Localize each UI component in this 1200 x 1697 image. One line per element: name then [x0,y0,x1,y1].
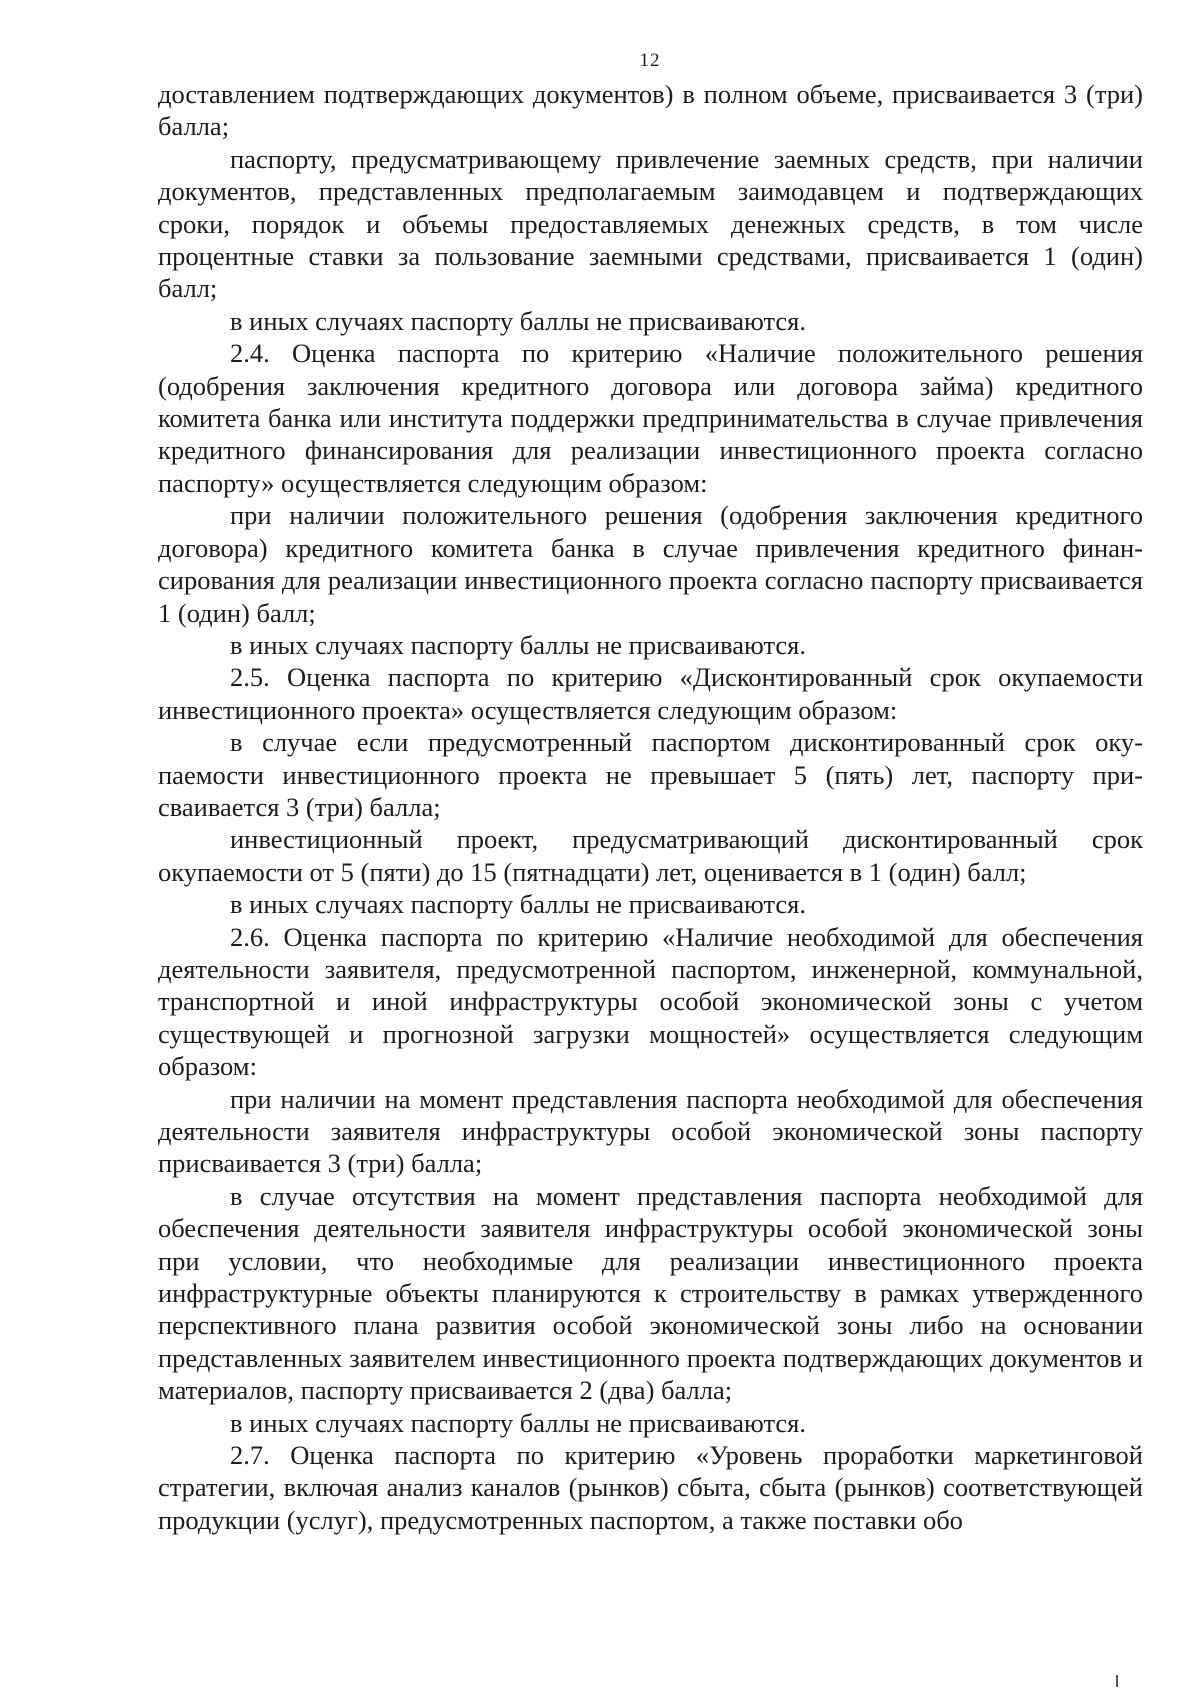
document-body [158,78,1143,1536]
section-2-5-paragraph: 2.5. Оценка паспорта по критерию «Дисконтированный срок окупаемости инвестиционного проекта» осуществляется следующим образом: [158,662,1143,725]
paragraph: в случае если предусмотренный паспортом дисконтированный срок окупаемости инвестиционного проекта не превышает 5 (пять) лет, паспорту присваивается 3 (три) балла; [158,727,1143,822]
page-number: 12 [639,50,661,71]
section-2-7-paragraph: 2.7. Оценка паспорта по критерию «Уровень проработки маркетинговой стратегии, включая анализ каналов (рынков) сбыта, сбыта (рынков) соответствующей продукции (услуг), предусмотренных паспортом, а также поставки обо [158,1440,1143,1535]
paragraph: в случае отсутствия на момент представления паспорта необходимой для обеспечения деятельности заявителя инфраструктуры особой экономической зоны при условии, что необходимые для реализации инвестиционного проекта инфраструктурные объекты планируются к строительству в рамках утвержденного перспективного плана развития особой экономической зоны либо на основании представленных заявителем инвестиционного проекта подтверждающих документов и материалов, паспорту присваивается 2 (два) балла; [158,1180,1143,1406]
scan-mark [1116,1675,1118,1687]
section-2-4-paragraph: 2.4. Оценка паспорта по критерию «Наличие положительного решения (одобрения заключения кредитного договора или договора займа) кредитного комитета банка или института поддержки предпринимательства в случае привлечения кредитного финансирования для реализации инвестиционного проекта согласно паспорту» осуществляется следующим образом: [158,338,1143,498]
paragraph: инвестиционный проект, предусматривающий дисконтированный срок окупаемости от 5 (пяти) до 15 (пятнадцати) лет, оценивается в 1 (один) балл; [158,824,1143,887]
paragraph: в иных случаях паспорту баллы не присваиваются. [230,305,806,336]
paragraph: доставлением подтверждающих документов) в полном объеме, присваивается 3 (три) балла; [158,79,1143,142]
paragraph: в иных случаях паспорту баллы не присваиваются. [230,629,806,660]
paragraph: в иных случаях паспорту баллы не присваиваются. [230,1407,806,1438]
paragraph: паспорту, предусматривающему привлечение заемных средств, при наличии документов, представленных предполагаемым заимодавцем и подтверждающих сроки, порядок и объемы предоставляемых денежных средств, в том числе процентные ставки за пользование заемными средствами, присваивается 1 (один) балл; [158,143,1143,304]
paragraph: при наличии на момент представления паспорта необходимой для обеспечения деятельности заявителя инфраструктуры особой экономической зоны паспорту присваивается 3 (три) балла; [158,1083,1143,1179]
section-2-6-paragraph: 2.6. Оценка паспорта по критерию «Наличие необходимой для обеспечения деятельности заявителя, предусмотренной паспортом, инженерной, коммунальной, транспортной и иной инфраструктуры особой экономической зоны с учетом существующей и прогнозной загрузки мощностей» осуществляется следующим образом: [158,921,1143,1082]
paragraph: в иных случаях паспорту баллы не присваиваются. [230,889,806,920]
paragraph: при наличии положительного решения (одобрения заключения кредитного договора) кредитного комитета банка в случае привлечения кредитного финансирования для реализации инвестиционного проекта согласно паспорту присваивается 1 (один) балл; [158,500,1143,628]
